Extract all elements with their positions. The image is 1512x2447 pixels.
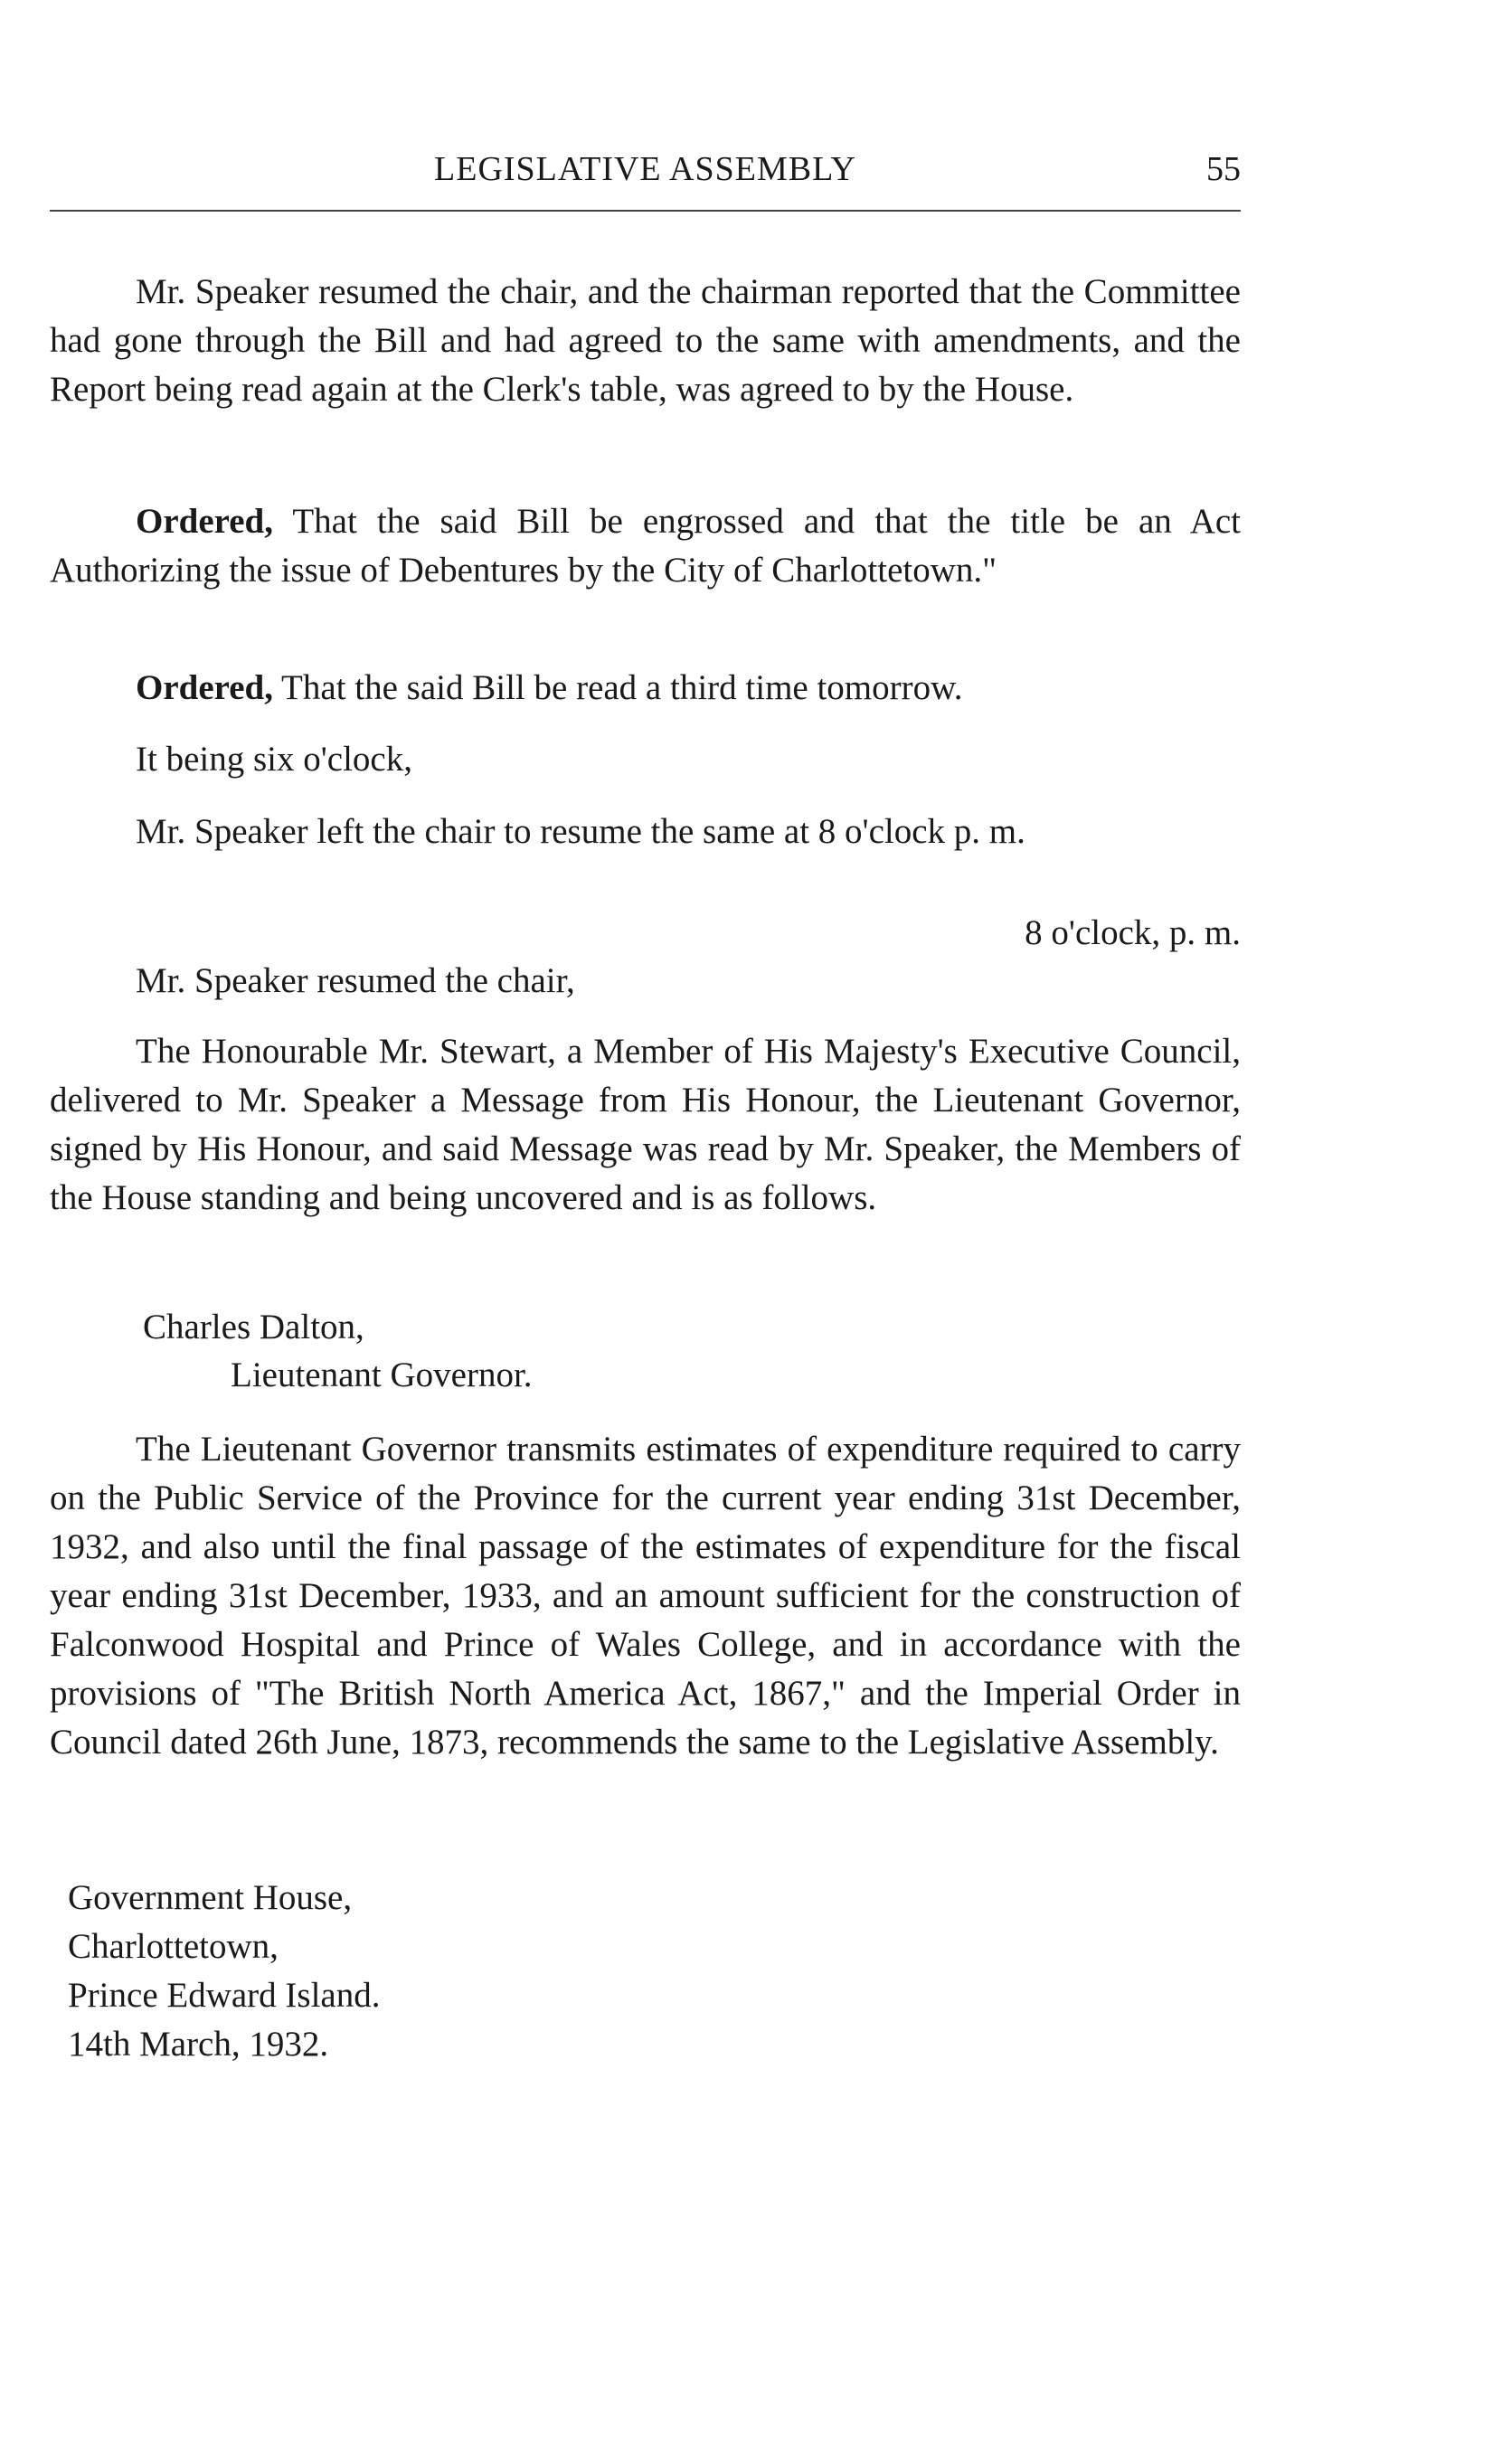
address-line-3: Prince Edward Island. xyxy=(68,1976,381,2015)
address-date: 14th March, 1932. xyxy=(68,2025,329,2064)
signature-name: Charles Dalton, xyxy=(143,1308,364,1346)
paragraph-committee-report: Mr. Speaker resumed the chair, and the chairman reported that the Committee had gone through the Bill and had agreed to the same with amendments, and the Report being read again at the Clerk's table, was agreed to by the House. xyxy=(50,272,1241,409)
ordered-engrossed-text: That the said Bill be engrossed and that the title be an Act Authorizing the issue of Debentures by the City of Charlottetown." xyxy=(50,502,1241,590)
ordered-label: Ordered, xyxy=(136,502,274,541)
header-rule xyxy=(50,210,1241,212)
paragraph-message-delivered: The Honourable Mr. Stewart, a Member of His Majesty's Executive Council, delivered to Mr. Speaker a Message from His Honour, the Lieutenant Governor, signed by His Honour, and said Message was read by Mr. Speaker, the Members of the House standing and being uncovered and is as follows. xyxy=(50,1032,1241,1217)
header-title: LEGISLATIVE ASSEMBLY xyxy=(434,150,856,188)
address-line-2: Charlottetown, xyxy=(68,1927,279,1966)
running-header xyxy=(50,149,1241,203)
paragraph-ordered-third-reading xyxy=(50,664,1241,713)
ordered-third-reading-text: That the said Bill be read a third time tomorrow. xyxy=(273,668,963,707)
paragraph-speaker-resumed: Mr. Speaker resumed the chair, xyxy=(136,961,575,1000)
page-number: 55 xyxy=(1206,150,1241,188)
address-line-1: Government House, xyxy=(68,1878,353,1917)
signature-title: Lieutenant Governor. xyxy=(231,1356,533,1394)
paragraph-speaker-left: Mr. Speaker left the chair to resume the same at 8 o'clock p. m. xyxy=(136,812,1025,851)
paragraph-estimates-message: The Lieutenant Governor transmits estimates of expenditure required to carry on the Public Service of the Province for the current year ending 31st December, 1932, and also until the final passage of the estimates of expenditure for the fiscal year ending 31st December, 1933, and an amount sufficient for the construction of Falconwood Hospital and Prince of Wales College, and in accordance with the provisions of "The British North America Act, 1867," and the Imperial Order in Council dated 26th June, 1873, recommends the same to the Legislative Assembly. xyxy=(50,1430,1241,1762)
paragraph-ordered-engrossed xyxy=(50,497,1241,595)
time-note: 8 o'clock, p. m. xyxy=(1025,913,1241,952)
ordered-label: Ordered, xyxy=(136,668,274,707)
paragraph-six-oclock: It being six o'clock, xyxy=(136,740,412,779)
